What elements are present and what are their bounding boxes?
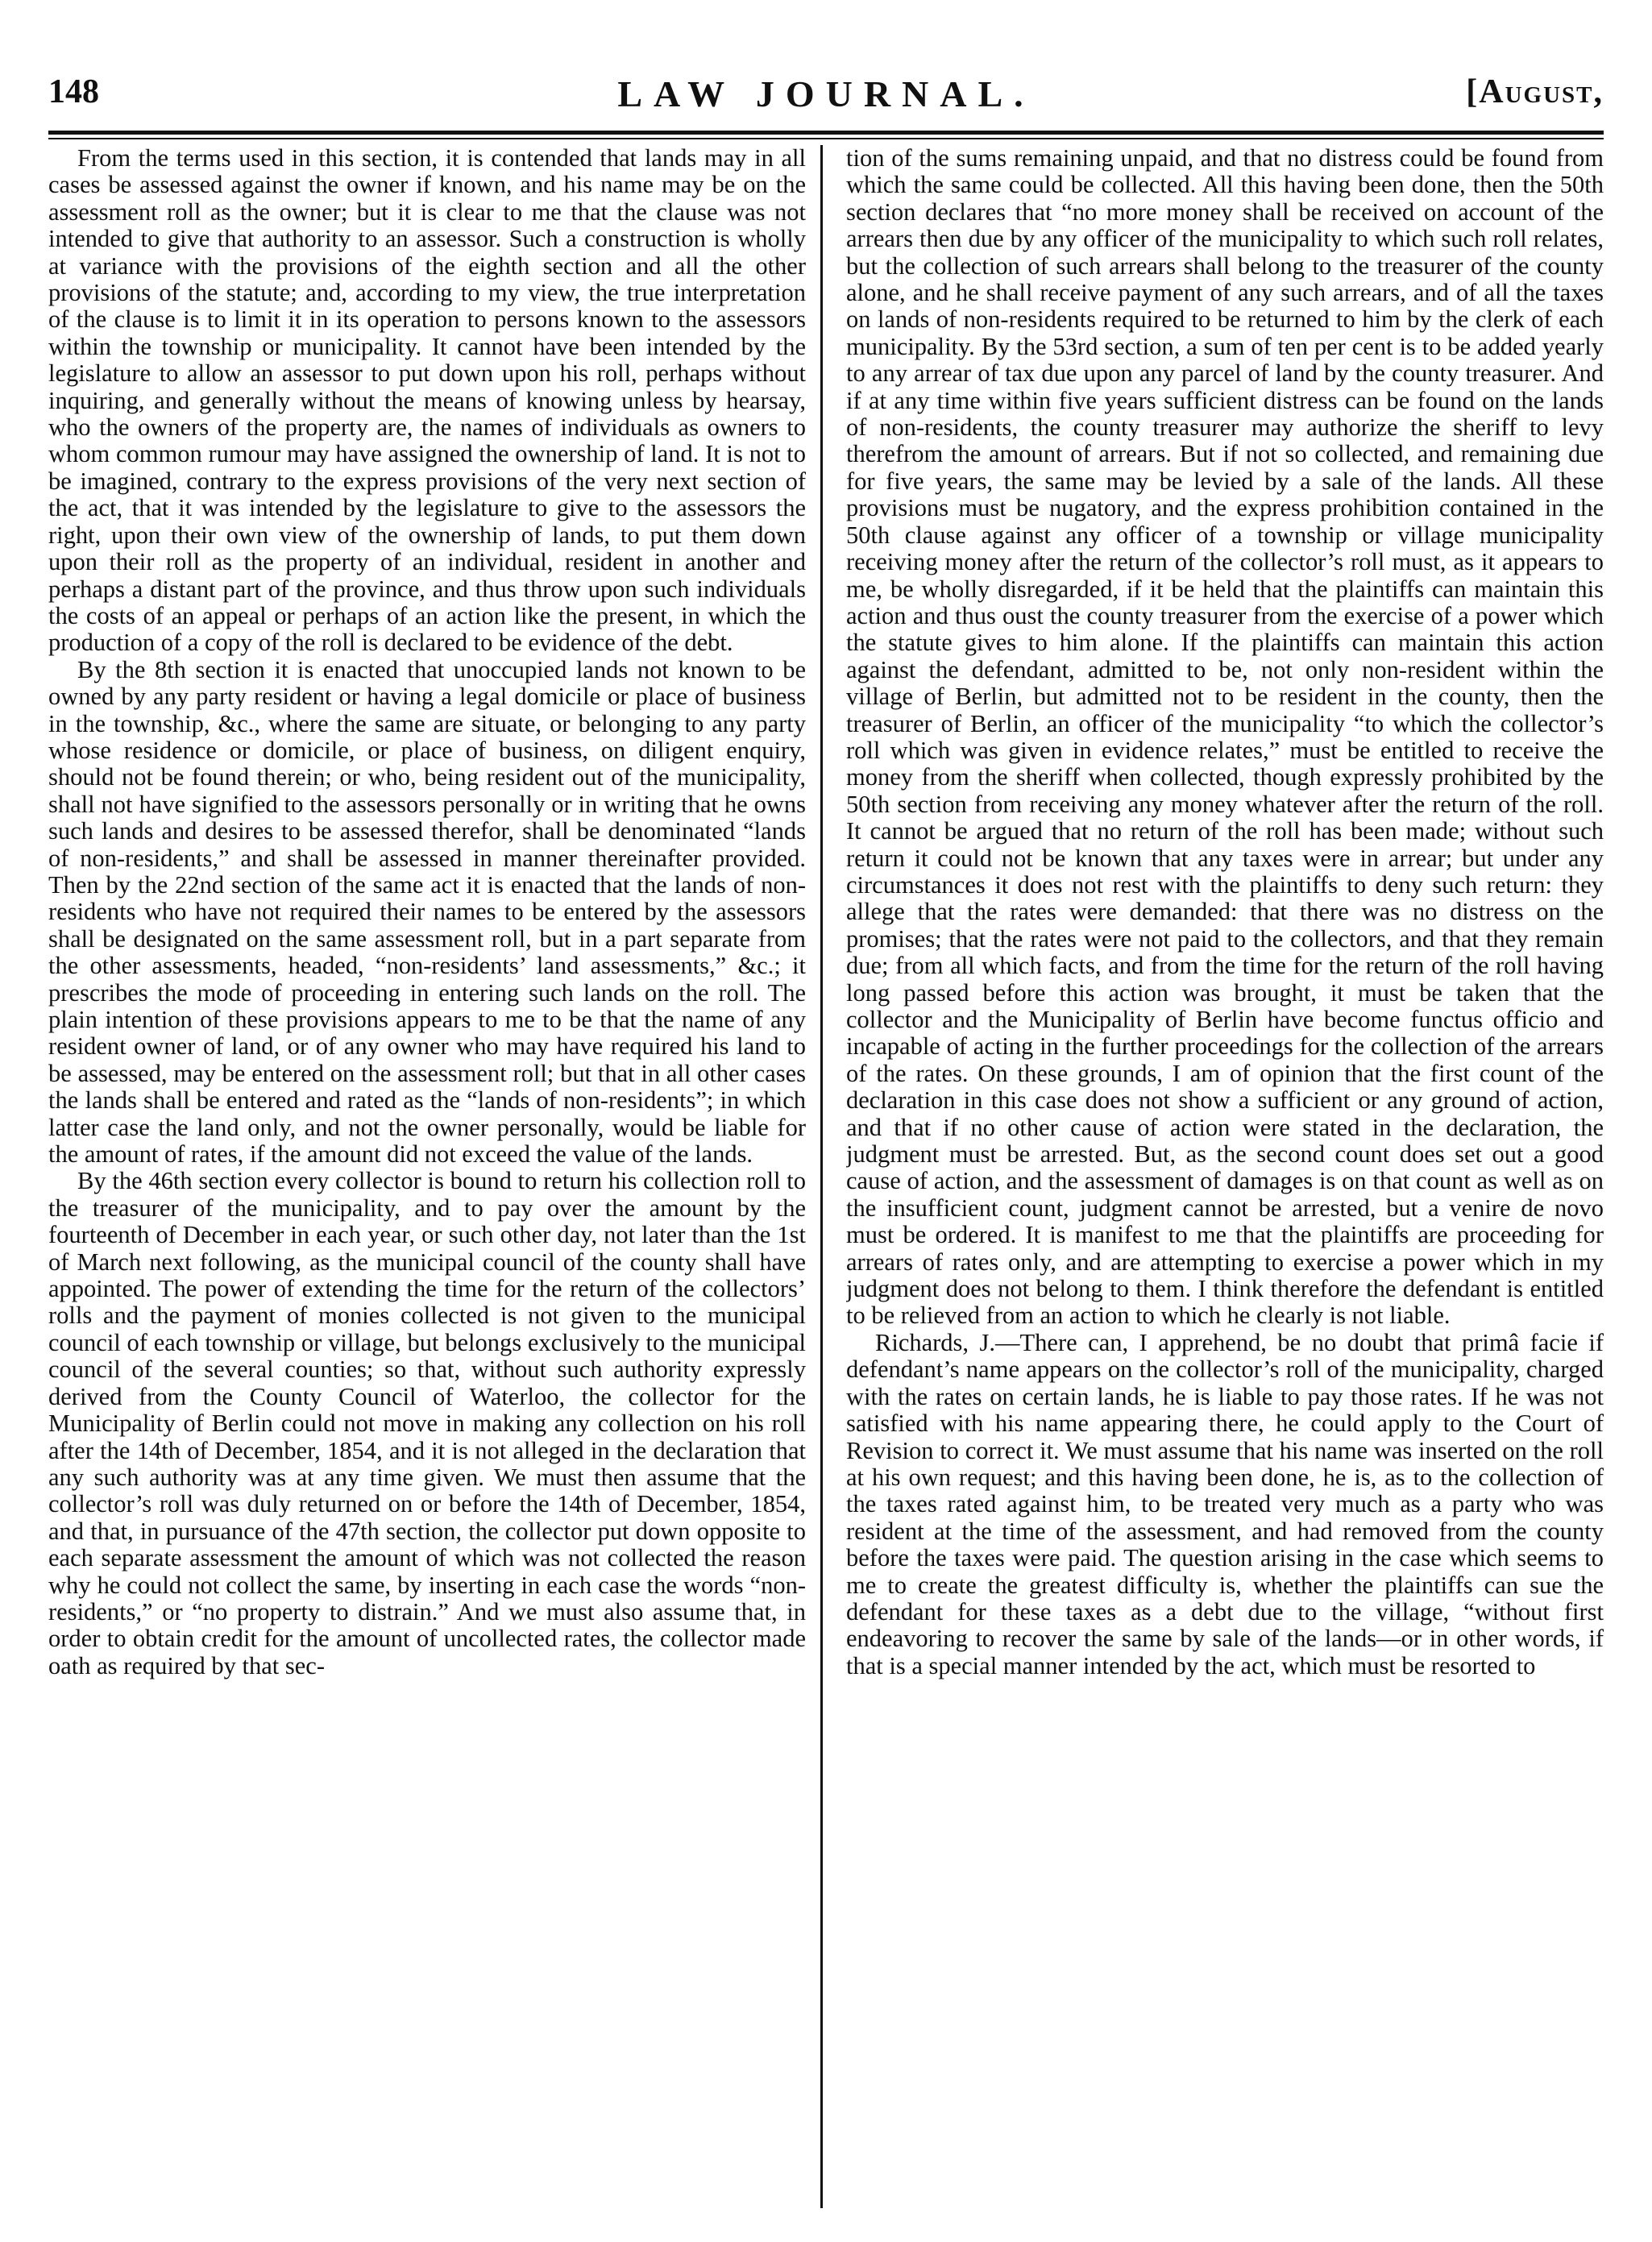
running-header — [48, 73, 1604, 129]
right-column — [846, 145, 1604, 2208]
journal-title: LAW JOURNAL. — [617, 73, 1035, 114]
header-rule-thick — [48, 131, 1604, 135]
paragraph: By the 46th section every collector is bound to return his collection roll to the treasurer of the municipality, and to pay over the amount by the fourteenth of December in each year, or such other day, not later than the 1st of March next following, as the municipal council of the county shall have appointed. The power of extending the time for the return of the collectors’ rolls and the payment of monies collected is not given to the municipal council of each township or village, but belongs exclusively to the municipal council of the several counties; so that, without such authority expressly derived from the County Council of Waterloo, the collector for the Municipality of Berlin could not move in making any collection on his roll after the 14th of December, 1854, and it is not alleged in the declaration that any such authority was at any time given. We must then assume that the collector’s roll was duly returned on or before the 14th of December, 1854, and that, in pursuance of the 47th section, the collector put down opposite to each separate assessment the amount of which was not collected the reason why he could not collect the same, by inserting in each case the words “non-residents,” or “no property to distrain.” And we must also assume that, in order to obtain credit for the amount of uncollected rates, the collector made oath as required by that sec- — [48, 1167, 806, 1679]
column-divider — [820, 145, 823, 2208]
paragraph: tion of the sums remaining unpaid, and that no distress could be found from which the same could be collected. All this having been done, then the 50th section declares that “no more money shall be received on account of the arrears then due by any officer of the municipality to which such roll relates, but the collection of such arrears shall belong to the treasurer of the county alone, and he shall receive payment of any such arrears, and of all the taxes on lands of non-residents required to be returned to him by the clerk of each municipality. By the 53rd section, a sum of ten per cent is to be added yearly to any arrear of tax due upon any parcel of land by the county treasurer. And if at any time within five years sufficient distress can be found on the lands of non-residents, the county treasurer may authorize the sheriff to levy therefrom the amount of arrears. But if not so collected, and remaining due for five years, the same may be levied by a sale of the lands. All these provisions must be nugatory, and the express prohibition contained in the 50th clause against any officer of a township or village municipality receiving money after the return of the collector’s roll must, as it appears to me, be wholly disregarded, if it be held that the plaintiffs can maintain this action and thus oust the county treasurer from the exercise of a power which the statute gives to him alone. If the plaintiffs can maintain this action against the defendant, admitted to be, not only non-resident within the village of Berlin, but admitted not to be resident in the county, then the treasurer of Berlin, an officer of the municipality “to which the collector’s roll which was given in evidence relates,” must be entitled to receive the money from the sheriff when collected, though expressly prohibited by the 50th section from receiving any money whatever after the return of the roll. It cannot be argued that no return of the roll has been made; without such return it could not be known that any taxes were in arrear; but under any circumstances it does not rest with the plaintiffs to deny such return: they allege that the rates were demanded: that there was no distress on the promises; that the rates were not paid to the collectors, and that they remain due; from all which facts, and from the time for the return of the roll having long passed before this action was brought, it must be taken that the collector and the Municipality of Berlin have become functus officio and incapable of acting in the further proceedings for the collection of the arrears of the rates. On these grounds, I am of opinion that the first count of the declaration in this case does not show a sufficient or any ground of action, and that if no other cause of action were stated in the declaration, the judgment must be arrested. But, as the second count does set out a good cause of action, and the assessment of damages is on that count as well as on the insufficient count, judgment cannot be arrested, but a venire de novo must be ordered. It is manifest to me that the plaintiffs are proceeding for arrears of rates only, and are attempting to exercise a power which in my judgment does not belong to them. I think therefore the defendant is entitled to be relieved from an action to which he clearly is not liable. — [846, 145, 1604, 1330]
left-column — [48, 145, 806, 2208]
paragraph: From the terms used in this section, it is contended that lands may in all cases be assessed against the owner if known, and his name may be on the assessment roll as the owner; but it is clear to me that the clause was not intended to give that authority to an assessor. Such a construction is wholly at variance with the provisions of the eighth section and all the other provisions of the statute; and, according to my view, the true interpretation of the clause is to limit it in its operation to persons known to the assessors within the township or municipality. It cannot have been intended by the legislature to allow an assessor to put down upon his roll, perhaps without inquiring, and generally without the means of knowing unless by hearsay, who the owners of the property are, the names of individuals as owners to whom common rumour may have assigned the ownership of land. It is not to be imagined, contrary to the express provisions of the very next section of the act, that it was intended by the legislature to give to the assessors the right, upon their own view of the ownership of lands, to put them down upon their roll as the property of an individual, resident in another and perhaps a distant part of the province, and thus throw upon such individuals the costs of an appeal or perhaps of an action like the present, in which the production of a copy of the roll is declared to be evidence of the debt. — [48, 145, 806, 657]
header-rule-thin — [48, 138, 1604, 139]
paragraph: Richards, J.—There can, I apprehend, be no doubt that primâ facie if defendant’s name appears on the collector’s roll of the municipality, charged with the rates on certain lands, he is liable to pay those rates. If he was not satisfied with his name appearing there, he could apply to the Court of Revision to correct it. We must assume that his name was inserted on the roll at his own request; and this having been done, he is, as to the collection of the taxes rated against him, to be treated very much as a party who was resident at the time of the assessment, and had removed from the county before the taxes were paid. The question arising in the case which seems to me to create the greatest difficulty is, whether the plaintiffs can sue the defendant for these taxes as a debt due to the village, “without first endeavoring to recover the same by sale of the lands—or in other words, if that is a special manner intended by the act, which must be resorted to — [846, 1328, 1604, 1679]
issue-month: [August, — [1466, 73, 1604, 110]
page-number: 148 — [48, 73, 99, 110]
paragraph: By the 8th section it is enacted that unoccupied lands not known to be owned by any party resident or having a legal domicile or place of business in the township, &c., where the same are situate, or belonging to any party whose residence or domicile, or place of business, on diligent enquiry, should not be found therein; or who, being resident out of the municipality, shall not have signified to the assessors personally or in writing that he owns such lands and desires to be assessed therefor, shall be denominated “lands of non-residents,” and shall be assessed in manner thereinafter provided. Then by the 22nd section of the same act it is enacted that the lands of non-residents who have not required their names to be entered by the assessors shall be designated on the same assessment roll, but in a part separate from the other assessments, headed, “non-residents’ land assessments,” &c.; it prescribes the mode of proceeding in entering such lands on the roll. The plain intention of these provisions appears to me to be that the name of any resident owner of land, or of any owner who may have required his land to be assessed, may be entered on the assessment roll; but that in all other cases the lands shall be entered and rated as the “lands of non-residents”; in which latter case the land only, and not the owner personally, would be liable for the amount of rates, if the amount did not exceed the value of the lands. — [48, 655, 806, 1169]
